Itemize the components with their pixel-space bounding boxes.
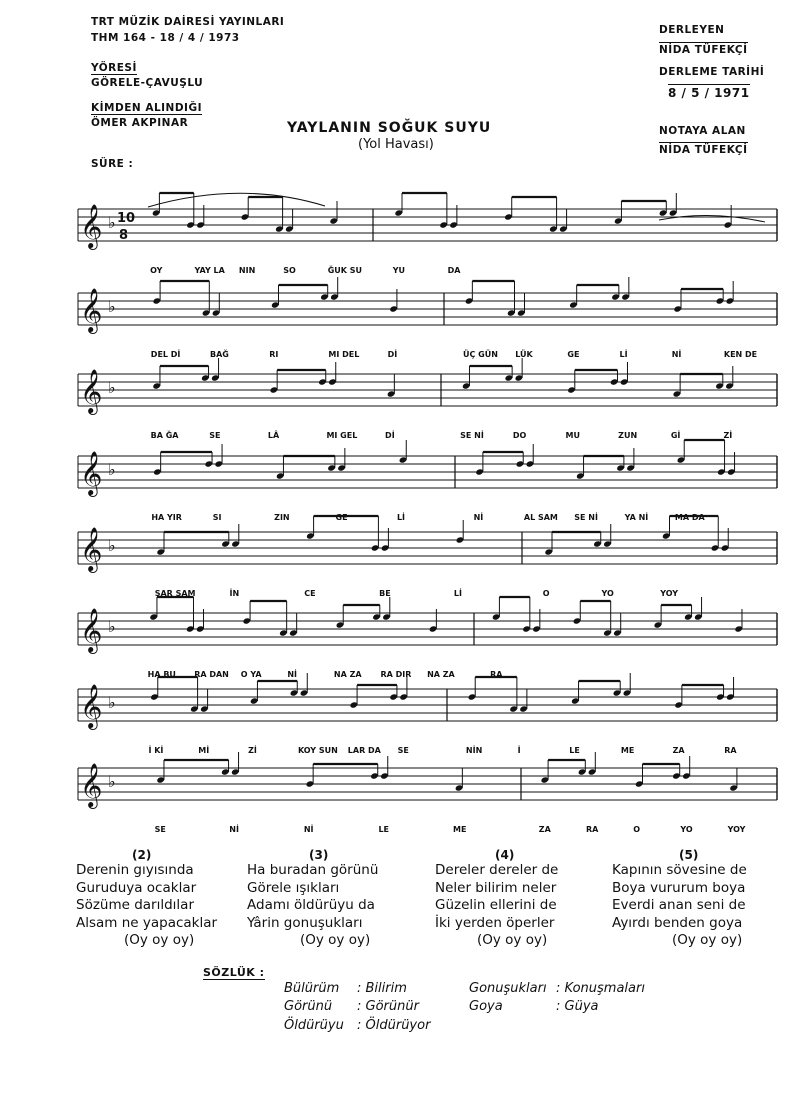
lyric-syllable: İ — [517, 746, 521, 755]
verse-5 — [612, 848, 747, 950]
lyric-syllable: ZUN — [618, 431, 638, 440]
lyric-syllable: ME — [453, 825, 467, 834]
lyric-syllable: YOY — [727, 825, 746, 834]
lyric-syllable: AL SAM — [523, 513, 558, 522]
duration-label: SÜRE : — [91, 158, 134, 170]
lyric-syllable: ZA — [672, 746, 685, 755]
lyric-syllable: GE — [567, 350, 580, 359]
lyric-syllable: Lİ — [396, 513, 406, 522]
treble-clef: 𝄞 — [80, 369, 103, 413]
verse-line: Boya vururum boya — [612, 879, 746, 896]
lyric-syllable: DO — [512, 431, 527, 440]
lyric-syllable: İ Kİ — [148, 746, 164, 755]
glossary-term: Görünü — [284, 999, 333, 1014]
region-value: GÖRELE-ÇAVUŞLU — [91, 77, 204, 89]
verse-number: (5) — [679, 848, 699, 862]
time-signature-top: 10 — [117, 211, 136, 226]
flat-key-signature: ♭ — [108, 378, 116, 397]
lyric-syllable: DEL Dİ — [150, 350, 181, 359]
verse-line: Dereler dereler de — [435, 862, 559, 878]
lyric-syllable: MI DEL — [328, 350, 360, 359]
lyric-syllable: KEN DE — [723, 350, 758, 359]
lyric-syllable: ĞUK SU — [327, 266, 363, 275]
verse-line: Guruduya ocaklar — [76, 879, 197, 896]
lyric-syllable: Dİ — [387, 350, 398, 359]
verse-line: Adamı öldürüyu da — [247, 897, 375, 914]
lyric-syllable: BAĞ — [210, 350, 229, 359]
lyric-syllable: RA — [490, 670, 503, 679]
lyric-syllable: RA DIR — [380, 670, 412, 679]
lyric-syllable: GE — [335, 513, 348, 522]
treble-clef: 𝄞 — [80, 204, 103, 248]
verse-line: Derenin gıyısında — [76, 862, 194, 878]
collection-date-label: DERLEME TARİHİ — [659, 66, 765, 78]
lyric-syllable: SAR SAM — [154, 589, 196, 598]
lyric-syllable: Nİ — [229, 825, 239, 834]
lyric-syllable: SE Nİ — [574, 513, 598, 522]
treble-clef: 𝄞 — [80, 608, 103, 652]
collector-label: DERLEYEN — [659, 24, 725, 36]
glossary-meaning: : Görünür — [357, 999, 419, 1014]
glossary-meaning: : Güya — [556, 999, 599, 1014]
lyric-syllable: Nİ — [473, 513, 484, 522]
lyric-syllable: LAR DA — [347, 746, 381, 755]
collector-value: NİDA TÜFEKÇİ — [659, 44, 748, 56]
lyric-syllable: DA — [447, 266, 461, 275]
lyric-syllable: BA ĞA — [150, 431, 179, 440]
region-label: YÖRESİ — [91, 62, 137, 74]
verse-number: (3) — [309, 848, 329, 862]
verse-line: Kapının sövesine de — [612, 862, 747, 878]
lyric-syllable: RI — [269, 350, 279, 359]
time-signature-bottom: 8 — [119, 228, 129, 243]
lyric-syllable: SO — [283, 266, 296, 275]
verse-line: Sözüme darıldılar — [76, 897, 195, 914]
verse-4 — [435, 848, 558, 950]
lyric-syllable: ÜÇ GÜN — [463, 350, 498, 359]
slur — [659, 215, 765, 222]
glossary-meaning: : Konuşmaları — [556, 981, 645, 996]
lyric-syllable: İN — [229, 589, 240, 598]
lyric-syllable: CE — [304, 589, 316, 598]
flat-key-signature: ♭ — [108, 772, 116, 791]
slur — [148, 193, 325, 207]
lyric-syllable: YO — [680, 825, 693, 834]
lyric-syllable: SE — [209, 431, 221, 440]
verse-line: Yârin gonuşukları — [247, 914, 363, 931]
collection-date-value: 8 / 5 / 1971 — [668, 86, 750, 100]
lyric-syllable: YO — [601, 589, 614, 598]
verse-refrain: (Oy oy oy) — [124, 932, 195, 949]
glossary-term: Öldürüyu — [284, 1018, 344, 1033]
lyric-syllable: O — [542, 589, 550, 598]
treble-clef: 𝄞 — [80, 684, 103, 728]
lyric-syllable: LE — [569, 746, 580, 755]
lyric-syllable: Lİ — [453, 589, 462, 598]
treble-clef: 𝄞 — [80, 763, 103, 807]
lyric-syllable: YU — [392, 266, 406, 275]
flat-key-signature: ♭ — [108, 536, 116, 555]
notation-label: NOTAYA ALAN — [659, 125, 746, 137]
lyric-syllable: LE — [378, 825, 390, 834]
lyric-syllable: OY — [150, 266, 163, 275]
lyric-syllable: Zİ — [723, 431, 733, 440]
lyric-syllable: RA — [586, 825, 599, 834]
lyric-syllable: YOY — [660, 589, 679, 598]
glossary-meaning: : Bilirim — [357, 981, 407, 996]
source-value: ÖMER AKPINAR — [91, 117, 189, 129]
glossary-meaning: : Öldürüyor — [357, 1018, 431, 1033]
lyric-syllable: SI — [212, 513, 222, 522]
publisher-line: TRT MÜZİK DAİRESİ YAYINLARI — [91, 16, 285, 28]
song-title: YAYLANIN SOĞUK SUYU — [287, 120, 492, 136]
verse-2 — [76, 848, 217, 950]
lyric-syllable: Nİ — [671, 350, 682, 359]
verse-line: Görele ışıkları — [247, 879, 340, 896]
lyric-syllable: Lİ — [619, 350, 628, 359]
lyric-syllable: SE — [154, 825, 166, 834]
treble-clef: 𝄞 — [80, 288, 103, 332]
lyric-syllable: SE — [397, 746, 409, 755]
lyric-syllable: MU — [565, 431, 580, 440]
verse-line: Alsam ne yapacaklar — [76, 914, 218, 931]
flat-key-signature: ♭ — [108, 693, 116, 712]
lyric-syllable: YAY LA — [194, 266, 225, 275]
glossary-term: Gonuşukları — [469, 981, 547, 996]
lyric-syllable: ME — [620, 746, 635, 755]
verse-line: Ha buradan görünü — [247, 862, 379, 878]
lyric-syllable: ZA — [538, 825, 551, 834]
lyric-syllable: MA DA — [674, 513, 705, 522]
flat-key-signature: ♭ — [108, 297, 116, 316]
lyric-syllable: Zİ — [248, 746, 257, 755]
lyric-syllable: RA — [724, 746, 737, 755]
verse-number: (2) — [132, 848, 152, 862]
lyric-syllable: Nİ — [287, 670, 298, 679]
lyric-syllable: RA DAN — [194, 670, 229, 679]
lyric-syllable: NA ZA — [427, 670, 455, 679]
lyric-syllable: MI GEL — [326, 431, 358, 440]
flat-key-signature: ♭ — [108, 213, 116, 232]
lyric-syllable: Gİ — [670, 431, 681, 440]
lyric-syllable: SE Nİ — [460, 431, 484, 440]
lyric-syllable: NIN — [238, 266, 256, 275]
glossary-term: Bülürüm — [284, 981, 340, 996]
lyric-syllable: HA YIR — [151, 513, 182, 522]
verse-line: Ayırdı benden goya — [612, 914, 743, 931]
lyric-syllable: NİN — [465, 746, 483, 755]
lyric-syllable: O YA — [240, 670, 262, 679]
lyric-syllable: NA ZA — [333, 670, 362, 679]
lyric-syllable: ZIN — [274, 513, 290, 522]
lyric-syllable: LÜK — [515, 350, 533, 359]
verse-number: (4) — [495, 848, 515, 862]
song-subtitle: (Yol Havası) — [358, 137, 434, 152]
lyric-syllable: Dİ — [385, 431, 395, 440]
flat-key-signature: ♭ — [108, 617, 116, 636]
lyric-syllable: YA Nİ — [624, 513, 649, 522]
lyric-syllable: BE — [379, 589, 391, 598]
verse-refrain: (Oy oy oy) — [672, 932, 743, 949]
verse-3 — [247, 848, 378, 950]
verse-line: Everdi anan seni de — [612, 897, 746, 914]
lyric-syllable: LÂ — [267, 431, 280, 440]
source-label: KİMDEN ALINDIĞI — [91, 102, 202, 114]
lyric-syllable: Mİ — [198, 746, 210, 755]
verse-refrain: (Oy oy oy) — [477, 932, 548, 949]
notation-value: NİDA TÜFEKÇİ — [659, 144, 748, 156]
verse-line: Neler bilirim neler — [435, 879, 557, 896]
flat-key-signature: ♭ — [108, 460, 116, 479]
glossary-term: Goya — [469, 999, 503, 1014]
lyric-syllable: HA BU — [147, 670, 176, 679]
catalog-number: THM 164 - 18 / 4 / 1973 — [91, 32, 240, 44]
lyric-syllable: O — [633, 825, 641, 834]
treble-clef: 𝄞 — [80, 451, 103, 495]
treble-clef: 𝄞 — [80, 527, 103, 571]
lyric-syllable: Nİ — [303, 825, 314, 834]
lyric-syllable: KOY SUN — [297, 746, 338, 755]
verse-line: Güzelin ellerini de — [435, 897, 557, 914]
verse-line: İki yerden öperler — [435, 914, 555, 931]
verse-refrain: (Oy oy oy) — [300, 932, 371, 949]
glossary-label: SÖZLÜK : — [203, 966, 265, 979]
